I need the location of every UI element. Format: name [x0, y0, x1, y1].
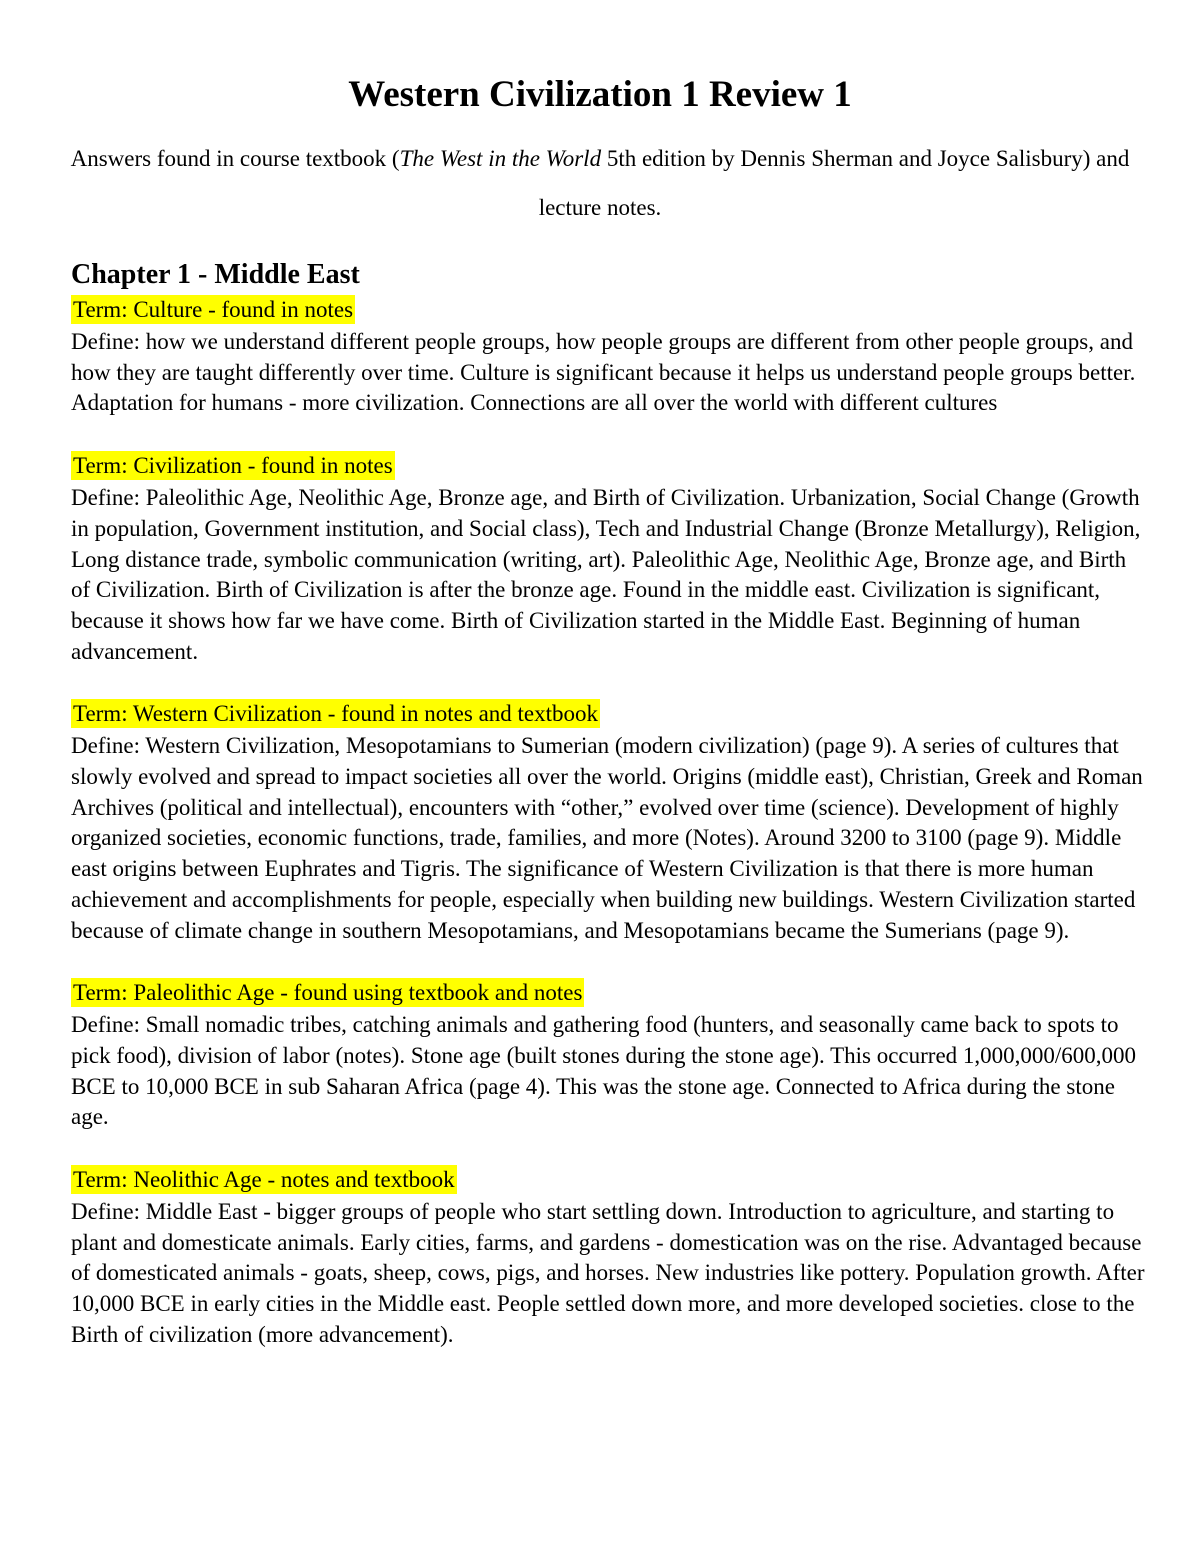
- term-definition-civilization: Define: Paleolithic Age, Neolithic Age, Bronze age, and Birth of Civilization. Urbanization, Social Change (Growth in population, Government institution, and Social class), Tech and Industrial Change (Bronze Metallurgy), Religion, Long distance trade, symbolic communication (writing, art). Paleolithic Age, Neolithic Age, Bronze age, and Birth of Civilization. Birth of Civilization is after the bronze age. Found in the middle east. Civilization is significant, because it shows how far we have come. Birth of Civilization started in the Middle East. Beginning of human advancement.: [71, 485, 1141, 664]
- book-title: The West in the World: [399, 146, 602, 171]
- term-entry-culture: [71, 295, 1146, 419]
- term-entry-neolithic-age: [71, 1165, 1146, 1351]
- term-definition-neolithic-age: Define: Middle East - bigger groups of people who start settling down. Introduction to agriculture, and starting to plant and domesticate animals. Early cities, farms, and gardens - domestication was on the rise. Advantaged because of domesticated animals - goats, sheep, cows, pigs, and horses. New industries like pottery. Population growth. After 10,000 BCE in early cities in the Middle east. People settled down more, and more developed societies. close to the Birth of civilization (more advancement).: [71, 1199, 1145, 1347]
- chapter-heading: Chapter 1 - Middle East: [71, 259, 360, 290]
- term-entry-civilization: [71, 451, 1146, 667]
- document-title: Western Civilization 1 Review 1: [348, 74, 852, 115]
- term-heading-western-civilization: Term: Western Civilization - found in notes and textbook: [73, 701, 599, 727]
- term-definition-western-civilization: Define: Western Civilization, Mesopotamians to Sumerian (modern civilization) (page 9). A series of cultures that slowly evolved and spread to impact societies all over the world. Origins (middle east), Christian, Greek and Roman Archives (political and intellectual), encounters with “other,” evolved over time (science). Development of highly organized societies, economic functions, trade, families, and more (Notes). Around 3200 to 3100 (page 9). Middle east origins between Euphrates and Tigris. The significance of Western Civilization is that there is more human achievement and accomplishments for people, especially when building new buildings. Western Civilization started because of climate change in southern Mesopotamians, and Mesopotamians became the Sumerians (page 9).: [71, 733, 1143, 943]
- term-definition-culture: Define: how we understand different people groups, how people groups are different from other people groups, and how they are taught differently over time. Culture is significant because it helps us understand people groups better. Adaptation for humans - more civilization. Connections are all over the world with different cultures: [71, 329, 1136, 416]
- term-heading-culture: Term: Culture - found in notes: [73, 297, 354, 322]
- subtitle-text-after: 5th edition by Dennis Sherman and Joyce Salisbury) and lecture notes.: [538, 146, 1130, 220]
- term-heading-civilization: Term: Civilization - found in notes: [73, 453, 393, 479]
- term-heading-paleolithic-age: Term: Paleolithic Age - found using textbook and notes: [73, 980, 583, 1006]
- term-entry-western-civilization: [71, 699, 1146, 946]
- subtitle-text-before: Answers found in course textbook (: [70, 146, 400, 171]
- term-definition-paleolithic-age: Define: Small nomadic tribes, catching animals and gathering food (hunters, and seasonally came back to spots to pick food), division of labor (notes). Stone age (built stones during the stone age). This occurred 1,000,000/600,000 BCE to 10,000 BCE in sub Saharan Africa (page 4). This was the stone age. Connected to Africa during the stone age.: [71, 1012, 1137, 1130]
- term-heading-neolithic-age: Term: Neolithic Age - notes and textbook: [73, 1167, 455, 1193]
- document-content: [71, 256, 1146, 1383]
- term-entry-paleolithic-age: [71, 978, 1146, 1133]
- document-subtitle: [60, 134, 1140, 232]
